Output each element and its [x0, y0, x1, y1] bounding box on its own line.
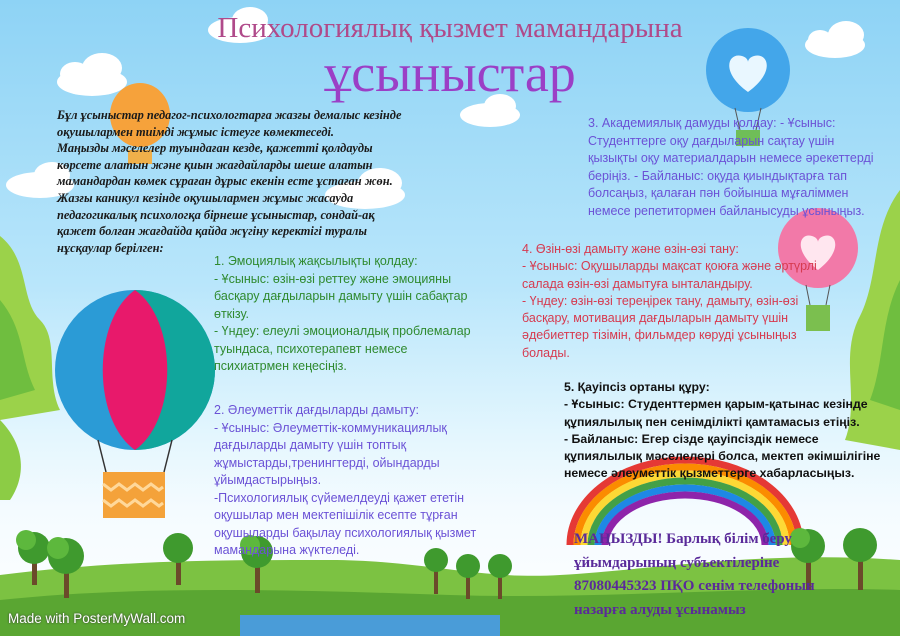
section-academic-support — [588, 115, 893, 220]
section-heading: 2. Әлеуметтік дағдыларды дамыту: — [214, 403, 419, 417]
section-line: - Ұсыныс: өзін-өзі реттеу және эмоцияны — [214, 271, 452, 286]
section-line: - Үндеу: елеулі эмоционалдық проблемалар — [214, 324, 471, 338]
section-line: болсаңыз, қалаған пән бойынша мұғаліммен — [588, 186, 849, 200]
page-subtitle: ұсыныстар — [324, 43, 576, 103]
intro-line: оқушылармен тиімді жұмыс істеуге көмектеседі. — [57, 124, 335, 139]
section-line: оқушыларды бақылау психологиялық қызмет — [214, 525, 477, 540]
intro-line: Бұл ұсыныстар педагог-психологтарға жазғы демалыс кезінде — [57, 108, 402, 122]
section-line: немесе әлеуметтік қызметтерге хабарласыңыз. — [564, 466, 855, 481]
section-line: дағдыларды дамыту үшін топтық — [214, 438, 407, 452]
section-line: - Ұсыныс: Әлеуметтік-коммуникациялық — [214, 420, 447, 435]
section-line: Студенттерге оқу дағдыларын сақтау үшін — [588, 133, 835, 148]
section-line: - Ұсыныс: Студенттермен қарым-қатынас кезінде — [564, 397, 868, 412]
section-line: өткізу. — [214, 306, 249, 321]
section-line: болады. — [522, 345, 570, 360]
section-line: немесе репетитормен байланысуды ұсыныңыз. — [588, 203, 865, 218]
section-social-skills — [214, 402, 514, 560]
section-line: -Психологиялық сүйемелдеуді қажет ететін — [214, 490, 465, 505]
section-line: туындаса, психотерапевт немесе — [214, 341, 408, 356]
hot-air-balloon-icon — [55, 290, 215, 518]
section-self-development — [522, 241, 842, 362]
section-heading: 1. Эмоциялық жақсылықты қолдау: — [214, 254, 418, 268]
section-line: басқару, мотивация дағдыларын дамыту үшін — [522, 311, 789, 326]
section-safe-environment — [564, 379, 894, 483]
intro-line: мамандардан көмек сұраған дұрыс екенін есте ұстаған жөн. — [57, 174, 393, 189]
section-line: психиатрмен кеңесіңіз. — [214, 359, 347, 373]
foliage-left-icon — [0, 236, 60, 500]
section-line: - Байланыс: Егер сізде қауіпсіздік немесе — [564, 431, 819, 446]
section-line: - Үндеу: өзін-өзі тереңірек тану, дамыту, өзін-өзі — [522, 293, 799, 308]
intro-line: Маңызды мәселелер туындаған кезде, қажетті қолдауды — [57, 141, 373, 156]
intro-text — [57, 107, 449, 256]
section-line: басқару дағдыларын дамыту үшін сабақтар — [214, 289, 468, 303]
section-line: жұмыстарды,тренингтерді, ойындарды — [214, 455, 440, 470]
intro-line: қажет болған жағдайда қайда жүгіну керектігі туралы — [57, 224, 367, 239]
page-title: Психологиялық қызмет мамандарына — [217, 12, 683, 44]
watermark-footer: Made with PosterMyWall.com — [8, 611, 186, 626]
section-heading: 3. Академиялық дамуды қолдау: - Ұсыныс: — [588, 116, 836, 130]
section-line: ұйымдастырыңыз. — [214, 473, 322, 487]
important-line: 87080445323 ПҚО сенім телефонын — [574, 578, 815, 594]
section-line: құпиялылық мәселелері болса, мектеп әкімшілігіне — [564, 449, 881, 464]
section-heading: 5. Қауіпсіз ортаны құру: — [564, 380, 710, 394]
section-line: оқушылар мен мектепішілік есепте тұрған — [214, 508, 458, 522]
section-line: мамандарына жүктеледі. — [214, 543, 360, 557]
section-line: беріңіз. - Байланыс: оқуда қиындықтарға тап — [588, 168, 847, 183]
important-line: назарға алуды ұсынамыз — [574, 601, 746, 618]
section-line: - Ұсыныс: Оқушыларды мақсат қоюға және әртүрлі — [522, 259, 817, 274]
important-line: МАҢЫЗДЫ! Барлық білім беру — [574, 531, 792, 547]
section-line: құпиялылық пен сенімділікті қамтамасыз етіңіз. — [564, 414, 860, 429]
intro-line: педагогикалық психологқа бірнеше ұсыныстар, сондай-ақ — [57, 207, 375, 222]
section-line: қызықты оқу материалдарын немесе әрекеттерді — [588, 151, 874, 165]
section-line: салада өзін-өзі дамытуға ынталандыру. — [522, 276, 753, 291]
intro-line: көрсете алатын және қиын жағдайларды шеше алатын — [57, 157, 373, 172]
intro-line: нұсқаулар берілген: — [57, 240, 164, 255]
intro-line: Жазғы каникул кезінде оқушылармен жұмыс жасауда — [57, 190, 354, 205]
section-line: әдебиеттер тізімін, фильмдер көруді ұсыныңыз — [522, 328, 797, 343]
important-notice — [574, 528, 874, 622]
section-emotional-support — [214, 253, 534, 376]
important-line: ұйымдарының субъектілеріне — [574, 554, 780, 571]
section-heading: 4. Өзін-өзі дамыту және өзін-өзі тану: — [522, 242, 739, 256]
